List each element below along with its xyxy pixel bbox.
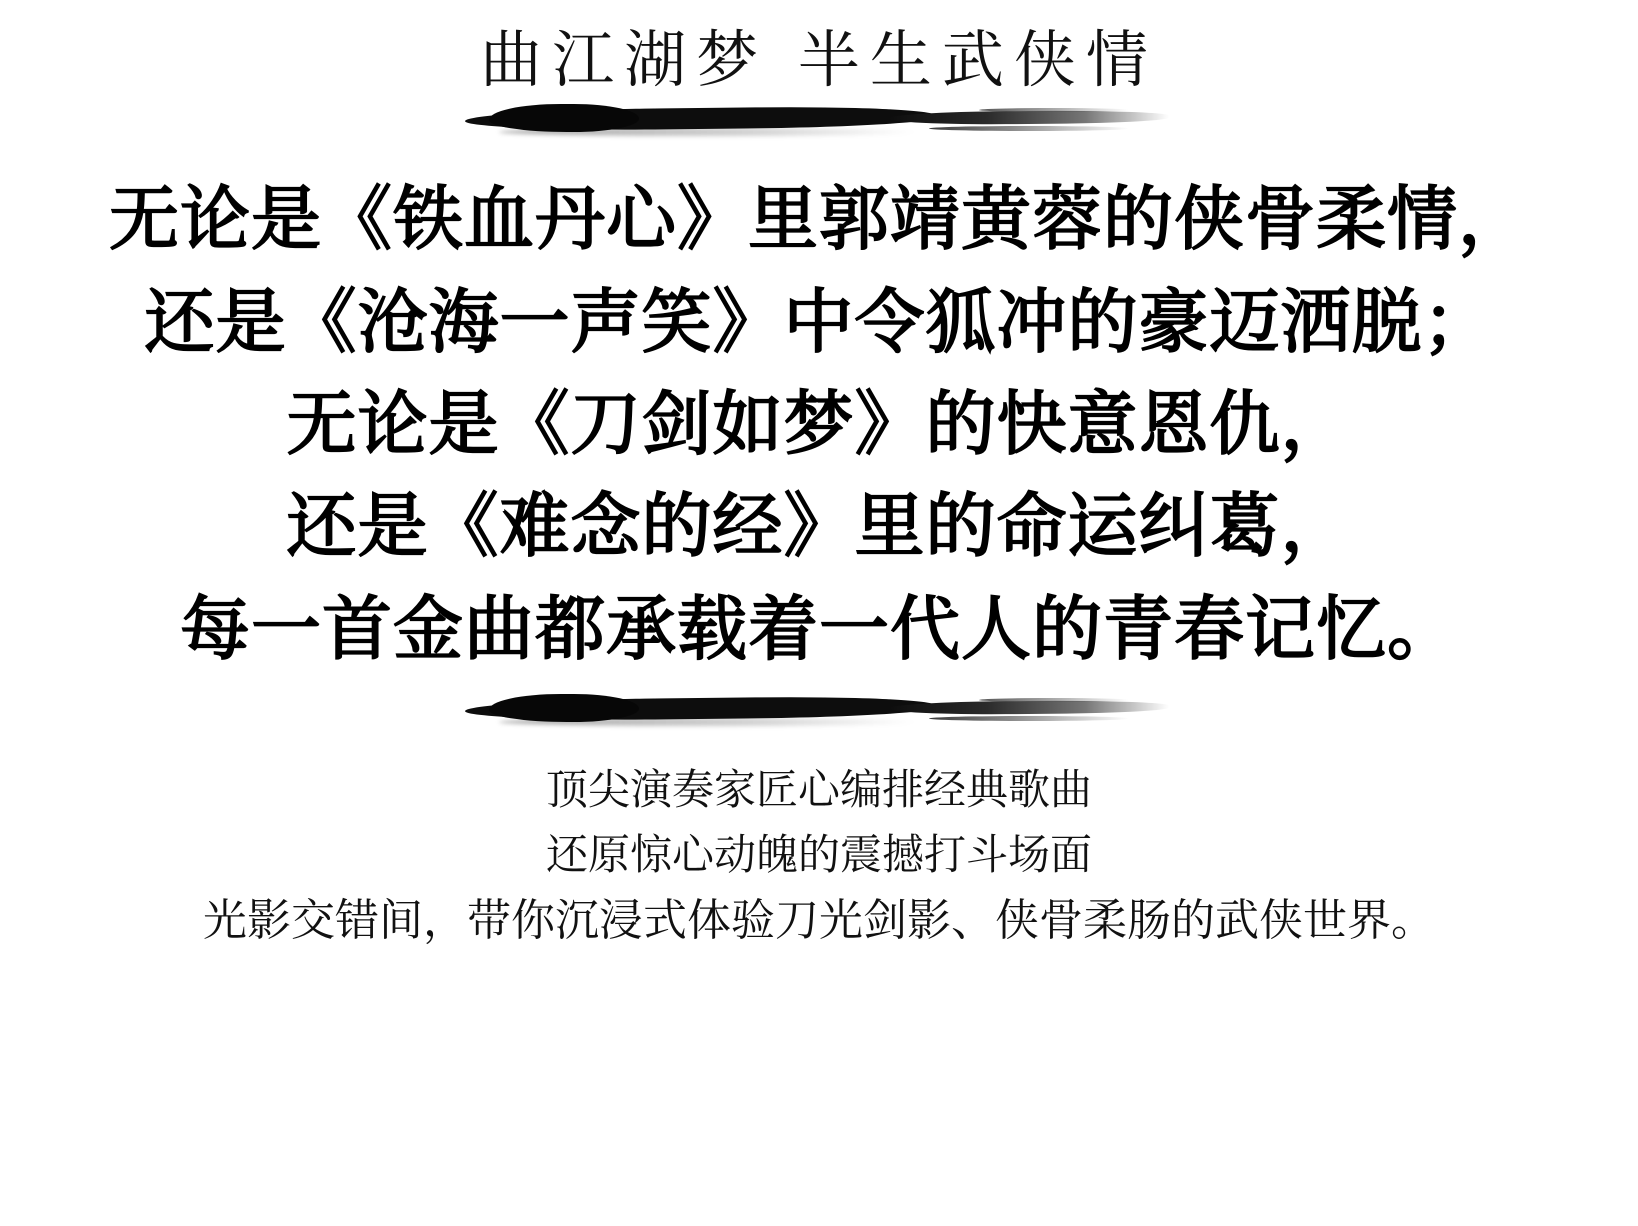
body-line: 每一首金曲都承载着一代人的青春记忆。 xyxy=(180,587,1458,670)
body-line: 无论是《铁血丹心》里郭靖黄蓉的侠骨柔情， xyxy=(109,178,1529,261)
brush-blob xyxy=(489,694,639,722)
footer-line: 还原惊心动魄的震撼打斗场面 xyxy=(545,829,1092,879)
ink-brush-divider-top xyxy=(459,100,1179,146)
body-line: 无论是《刀剑如梦》的快意恩仇， xyxy=(286,382,1352,465)
brush-tail xyxy=(889,110,1169,125)
footer-line: 顶尖演奏家匠心编排经典歌曲 xyxy=(545,765,1092,815)
body-line: 还是《沧海一声笑》中令狐冲的豪迈洒脱； xyxy=(144,280,1494,363)
brush-tail xyxy=(889,700,1169,715)
brush-blob xyxy=(489,104,639,132)
footer-text-block xyxy=(0,764,1638,948)
brush-wisp-one xyxy=(929,716,1129,721)
brush-wisp-one xyxy=(929,126,1129,131)
footer-line: 光影交错间，带你沉浸式体验刀光剑影、侠骨柔肠的武侠世界。 xyxy=(203,895,1435,947)
body-text-block xyxy=(0,180,1638,668)
body-line: 还是《难念的经》里的命运纠葛， xyxy=(286,485,1352,568)
ink-brush-divider-bottom xyxy=(459,690,1179,736)
page-title: 曲江湖梦 半生武侠情 xyxy=(480,23,1158,96)
